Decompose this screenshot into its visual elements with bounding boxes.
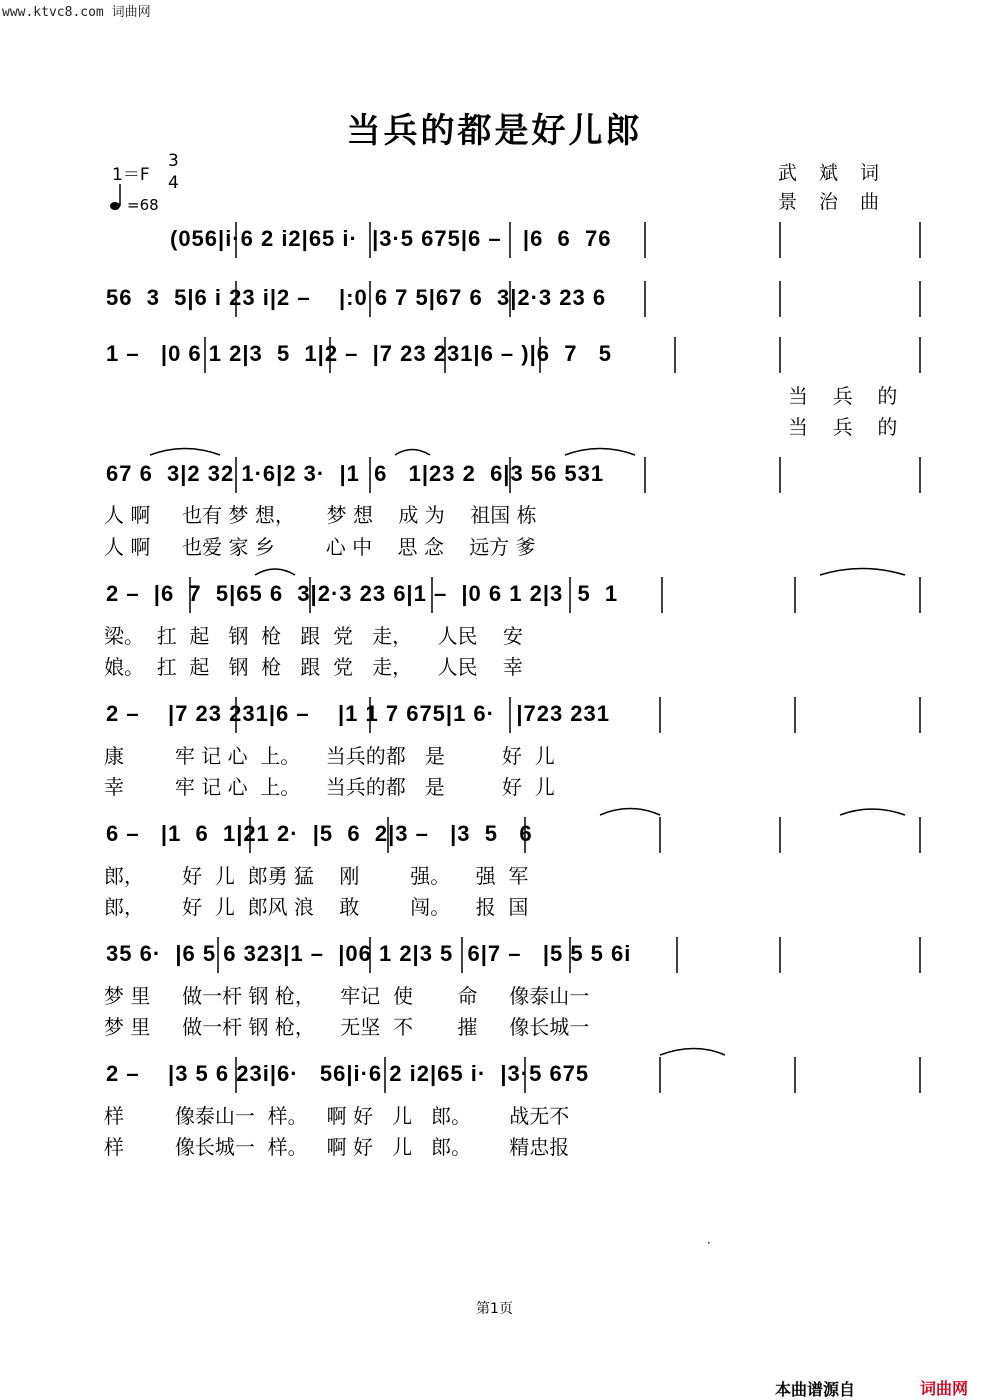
tempo-marking: =68 [127, 196, 159, 214]
lyric-verse-2: 幸 牢 记 心 上。 当兵的都 是 好 儿 [104, 775, 555, 799]
time-signature-top: 3 [168, 151, 179, 171]
lyric-verse-2: 娘。 扛 起 钢 枪 跟 党 走， 人民 幸 [104, 655, 523, 679]
notation-line: (056|i·6 2 i2|65 i· |3·5 675|6 – |6 6 76 [170, 226, 612, 251]
lyric-verse-1: 梁。 扛 起 钢 枪 跟 党 走， 人民 安 [104, 624, 523, 648]
lyric-verse-2: 人 啊 也爱 家 乡 心 中 思 念 远方 爹 [104, 535, 536, 559]
lyric-verse-2: 梦 里 做一杆 钢 枪， 无坚 不 摧 像长城一 [104, 1015, 590, 1039]
notation-line: 6 – |1 6 1|21 2· |5 6 2|3 – |3 5 6 [106, 821, 533, 846]
notation-line: 2 – |3 5 6 23i|6· 56|i·6 2 i2|65 i· |3·5 675 [106, 1061, 590, 1086]
notation-line: 1 – |0 6 1 2|3 5 1|2 – |7 23 231|6 – )|6 7 5 [106, 341, 613, 366]
lyric-verse-1: 人 啊 也有 梦 想， 梦 想 成 为 祖国 栋 [104, 503, 537, 527]
watermark: www.ktvc8.com 词曲网 [2, 5, 151, 20]
lyric-verse-2: 郎， 好 儿 郎风 浪 敢 闯。 报 国 [104, 895, 529, 919]
lyric-verse-2: 样 像长城一 样。 啊 好 儿 郎。 精忠报 [104, 1135, 570, 1159]
composer-credit: 景治曲 [778, 191, 902, 213]
lyric-verse-2: 当 兵 的 [788, 415, 902, 439]
lyric-verse-1: 当 兵 的 [788, 384, 902, 408]
notation-line: 56 3 5|6 i 23 i|2 – |:0 6 7 5|67 6 3|2·3 23 6 [106, 285, 607, 310]
lyric-verse-1: 梦 里 做一杆 钢 枪， 牢记 使 命 像泰山一 [104, 984, 590, 1008]
notation-line: 2 – |7 23 231|6 – |1 1 7 675|1 6· |723 231 [106, 701, 610, 726]
notation-line: 67 6 3|2 32 1·6|2 3· |1 6 1|23 2 6|3 56 531 [106, 461, 605, 486]
page-number: 第1页 [476, 1301, 513, 1317]
notation-line: 35 6· |6 5 6 323|1 – |06 1 2|3 5 6|7 – |5 5 5 6i [106, 941, 632, 966]
page-title: 当兵的都是好儿郎 [346, 111, 643, 151]
time-signature-bottom: 4 [168, 173, 179, 193]
lyric-verse-1: 康 牢 记 心 上。 当兵的都 是 好 儿 [104, 744, 555, 768]
source-label: 本曲谱源自 [775, 1380, 856, 1399]
lyric-verse-1: 样 像泰山一 样。 啊 好 儿 郎。 战无不 [104, 1104, 570, 1128]
stray-dot: · [707, 1236, 711, 1250]
lyric-verse-1: 郎， 好 儿 郎勇 猛 刚 强。 强 军 [104, 864, 529, 888]
key-signature: 1＝F [112, 165, 150, 185]
notation-line: 2 – |6 7 5|65 6 3|2·3 23 6|1 – |0 6 1 2|3 5 1 [106, 581, 619, 606]
lyricist-credit: 武斌词 [778, 162, 902, 184]
site-logo[interactable]: 词曲网 [920, 1379, 969, 1398]
